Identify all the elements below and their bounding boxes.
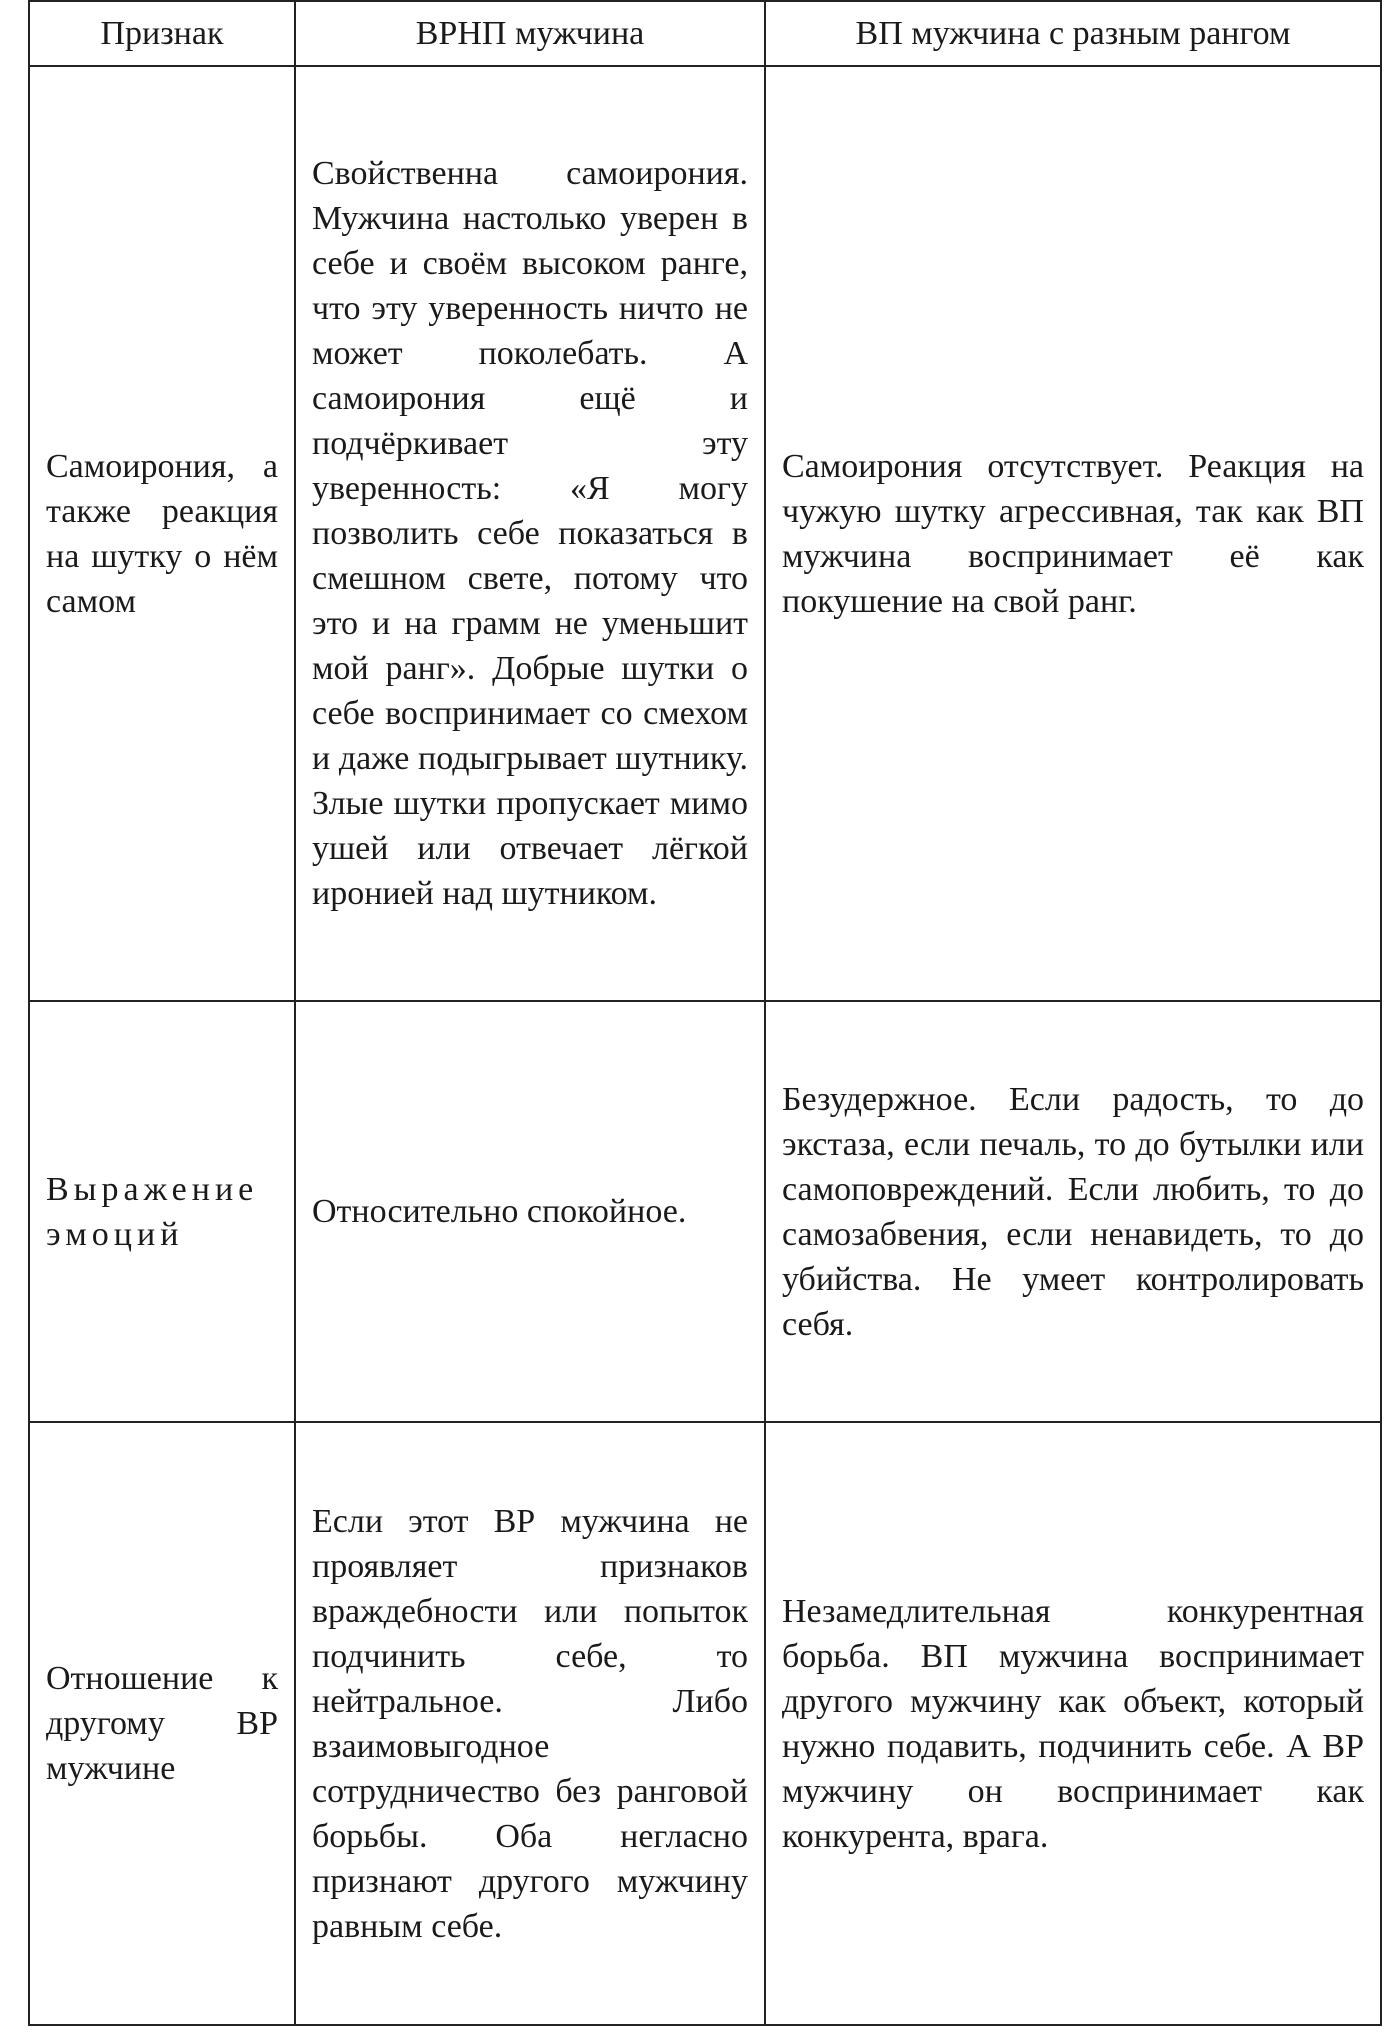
- row-vp-cell: Безудержное. Если радость, то до экстаза, если печаль, то до бутылки или самоповреждений. Если любить, то до самозабвения, если ненавидеть, то до убийства. Не умеет контролировать себя.: [765, 1001, 1381, 1422]
- table-body: [29, 66, 1381, 2025]
- table-row: [29, 1422, 1381, 2025]
- row-vrnp-cell: Свойственна самоирония. Мужчина настолько уверен в себе и своём высоком ранге, что эту уверенность ничто не может поколебать. А самоирония ещё и подчёркивает эту уверенность: «Я могу позволить себе показаться в смешном свете, потому что это и на грамм не уменьшит мой ранг». Добрые шутки о себе воспринимает со смехом и даже подыгрывает шутнику. Злые шутки пропускает мимо ушей или отвечает лёгкой иронией над шутником.: [295, 66, 765, 1001]
- header-vp-man: ВП мужчина с разным рангом: [765, 1, 1381, 66]
- table-header: [29, 1, 1381, 66]
- header-feature: Признак: [29, 1, 295, 66]
- header-vrnp-man: ВРНП мужчина: [295, 1, 765, 66]
- header-row: [29, 1, 1381, 66]
- table-row: [29, 1001, 1381, 1422]
- row-vp-cell: Самоирония отсутствует. Реакция на чужую шутку агрессивная, так как ВП мужчина воспринимает её как покушение на свой ранг.: [765, 66, 1381, 1001]
- comparison-table: [28, 0, 1382, 2026]
- row-feature: Отношение к другому ВР мужчине: [29, 1422, 295, 2025]
- row-vrnp-cell: Относительно спокойное.: [295, 1001, 765, 1422]
- row-vp-cell: Незамедлительная конкурентная борьба. ВП мужчина воспринимает другого мужчину как объект, который нужно подавить, подчинить себе. А ВР мужчину он воспринимает как конкурента, врага.: [765, 1422, 1381, 2025]
- table-row: [29, 66, 1381, 1001]
- page: [28, 0, 1380, 2034]
- row-vrnp-cell: Если этот ВР мужчина не проявляет признаков враждебности или попыток подчинить себе, то нейтральное. Либо взаимовыгодное сотрудничество без ранговой борьбы. Оба негласно признают другого мужчину равным себе.: [295, 1422, 765, 2025]
- row-feature: Самоирония, а также реакция на шутку о нём самом: [29, 66, 295, 1001]
- row-feature: Выражение эмоций: [29, 1001, 295, 1422]
